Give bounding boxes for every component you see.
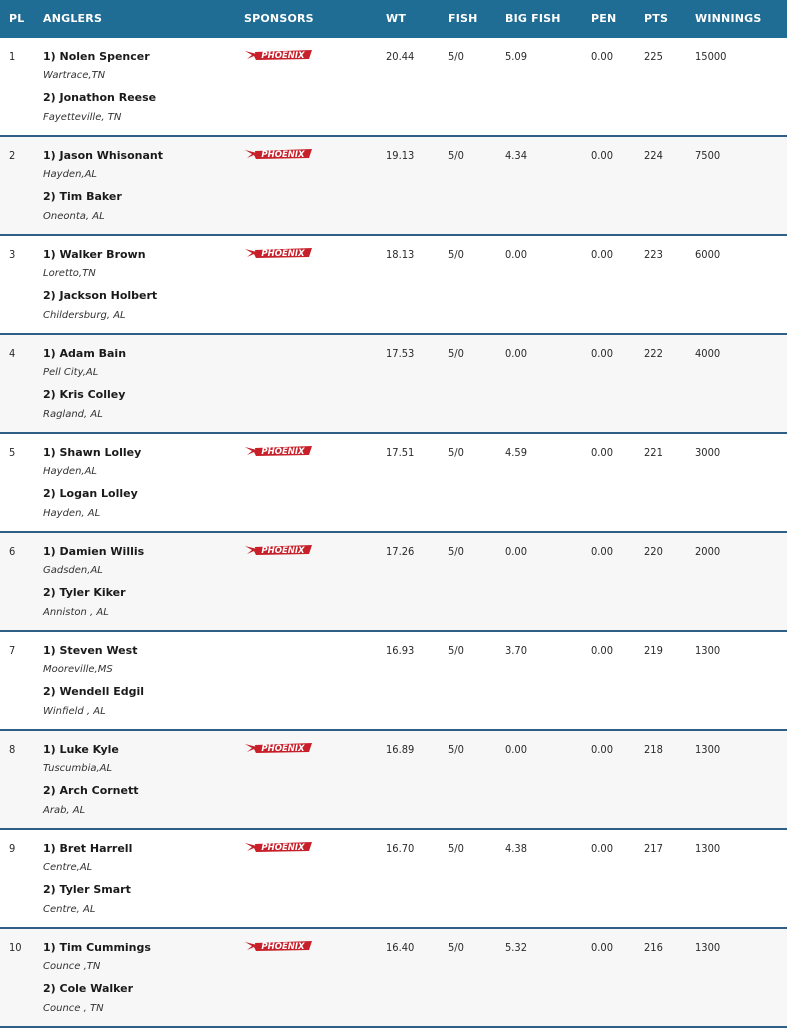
fish-cell: 5/0	[448, 446, 464, 459]
weight-cell: 16.93	[386, 644, 415, 657]
big-fish-cell: 0.00	[505, 545, 528, 558]
header-big-fish[interactable]: BIG FISH	[505, 12, 561, 25]
svg-text:PHOENIX: PHOENIX	[261, 942, 305, 952]
results-table	[0, 38, 787, 1028]
angler-1-name[interactable]: 1) Adam Bain	[43, 347, 127, 360]
angler-1-location: Hayden,AL	[43, 169, 97, 180]
table-row	[0, 137, 787, 236]
winnings-cell: 1300	[695, 842, 721, 855]
table-row	[0, 830, 787, 929]
angler-2-location: Oneonta, AL	[43, 211, 105, 222]
place-cell: 7	[9, 644, 16, 657]
angler-1-name[interactable]: 1) Shawn Lolley	[43, 446, 142, 459]
phoenix-logo-icon[interactable]	[244, 246, 314, 260]
penalty-cell: 0.00	[591, 446, 614, 459]
angler-2-location: Fayetteville, TN	[43, 112, 122, 123]
angler-1-location: Loretto,TN	[43, 268, 96, 279]
winnings-cell: 2000	[695, 545, 721, 558]
place-cell: 6	[9, 545, 16, 558]
angler-2-name[interactable]: 2) Tyler Kiker	[43, 586, 126, 599]
winnings-cell: 15000	[695, 50, 727, 63]
angler-2-name[interactable]: 2) Tim Baker	[43, 190, 122, 203]
angler-2-location: Arab, AL	[43, 805, 86, 816]
angler-1-name[interactable]: 1) Steven West	[43, 644, 138, 657]
place-cell: 3	[9, 248, 16, 261]
big-fish-cell: 5.32	[505, 941, 528, 954]
svg-text:PHOENIX: PHOENIX	[261, 447, 305, 457]
points-cell: 224	[644, 149, 663, 162]
points-cell: 222	[644, 347, 663, 360]
big-fish-cell: 4.59	[505, 446, 528, 459]
angler-2-location: Winfield , AL	[43, 706, 106, 717]
phoenix-logo-icon[interactable]	[244, 48, 314, 62]
place-cell: 2	[9, 149, 16, 162]
winnings-cell: 1300	[695, 941, 721, 954]
angler-2-name[interactable]: 2) Cole Walker	[43, 982, 134, 995]
weight-cell: 18.13	[386, 248, 415, 261]
points-cell: 225	[644, 50, 663, 63]
winnings-cell: 1300	[695, 644, 721, 657]
angler-2-location: Centre, AL	[43, 904, 96, 915]
angler-1-location: Counce ,TN	[43, 961, 101, 972]
winnings-cell: 3000	[695, 446, 721, 459]
angler-2-name[interactable]: 2) Jackson Holbert	[43, 289, 158, 302]
place-cell: 4	[9, 347, 16, 360]
header-winnings[interactable]: WINNINGS	[695, 12, 762, 25]
fish-cell: 5/0	[448, 941, 464, 954]
phoenix-logo-icon[interactable]	[244, 543, 314, 557]
penalty-cell: 0.00	[591, 743, 614, 756]
table-row	[0, 38, 787, 137]
angler-1-name[interactable]: 1) Jason Whisonant	[43, 149, 163, 162]
winnings-cell: 7500	[695, 149, 721, 162]
winnings-cell: 6000	[695, 248, 721, 261]
phoenix-logo-icon[interactable]	[244, 147, 314, 161]
points-cell: 223	[644, 248, 663, 261]
penalty-cell: 0.00	[591, 149, 614, 162]
phoenix-logo-icon[interactable]	[244, 741, 314, 755]
table-row	[0, 929, 787, 1028]
angler-1-location: Tuscumbia,AL	[43, 763, 113, 774]
fish-cell: 5/0	[448, 842, 464, 855]
phoenix-logo-icon[interactable]	[244, 840, 314, 854]
table-row	[0, 632, 787, 731]
penalty-cell: 0.00	[591, 644, 614, 657]
table-row	[0, 731, 787, 830]
svg-text:PHOENIX: PHOENIX	[261, 843, 305, 853]
weight-cell: 17.26	[386, 545, 415, 558]
angler-2-name[interactable]: 2) Jonathon Reese	[43, 91, 157, 104]
angler-1-location: Gadsden,AL	[43, 565, 103, 576]
angler-1-name[interactable]: 1) Luke Kyle	[43, 743, 119, 756]
winnings-cell: 4000	[695, 347, 721, 360]
big-fish-cell: 0.00	[505, 347, 528, 360]
points-cell: 220	[644, 545, 663, 558]
angler-2-location: Hayden, AL	[43, 508, 101, 519]
svg-text:PHOENIX: PHOENIX	[261, 150, 305, 160]
points-cell: 221	[644, 446, 663, 459]
penalty-cell: 0.00	[591, 50, 614, 63]
fish-cell: 5/0	[448, 347, 464, 360]
fish-cell: 5/0	[448, 149, 464, 162]
penalty-cell: 0.00	[591, 941, 614, 954]
angler-2-location: Counce , TN	[43, 1003, 104, 1014]
angler-2-name[interactable]: 2) Arch Cornett	[43, 784, 139, 797]
big-fish-cell: 4.38	[505, 842, 528, 855]
penalty-cell: 0.00	[591, 248, 614, 261]
header-wt[interactable]: WT	[386, 12, 407, 25]
header-pen[interactable]: PEN	[591, 12, 617, 25]
angler-1-location: Pell City,AL	[43, 367, 99, 378]
place-cell: 10	[9, 941, 22, 954]
svg-text:PHOENIX: PHOENIX	[261, 51, 305, 61]
phoenix-logo-icon[interactable]	[244, 939, 314, 953]
angler-2-location: Anniston , AL	[43, 607, 109, 618]
points-cell: 218	[644, 743, 663, 756]
weight-cell: 19.13	[386, 149, 415, 162]
place-cell: 1	[9, 50, 16, 63]
weight-cell: 16.89	[386, 743, 415, 756]
angler-1-location: Hayden,AL	[43, 466, 97, 477]
angler-1-name[interactable]: 1) Nolen Spencer	[43, 50, 150, 63]
penalty-cell: 0.00	[591, 347, 614, 360]
angler-1-name[interactable]: 1) Tim Cummings	[43, 941, 151, 954]
table-row	[0, 434, 787, 533]
angler-2-name[interactable]: 2) Wendell Edgil	[43, 685, 145, 698]
winnings-cell: 1300	[695, 743, 721, 756]
fish-cell: 5/0	[448, 50, 464, 63]
penalty-cell: 0.00	[591, 545, 614, 558]
big-fish-cell: 3.70	[505, 644, 528, 657]
angler-1-location: Mooreville,MS	[43, 664, 113, 675]
header-pl[interactable]: PL	[9, 12, 25, 25]
big-fish-cell: 4.34	[505, 149, 528, 162]
weight-cell: 17.51	[386, 446, 415, 459]
fish-cell: 5/0	[448, 545, 464, 558]
place-cell: 9	[9, 842, 16, 855]
angler-2-location: Ragland, AL	[43, 409, 103, 420]
big-fish-cell: 0.00	[505, 743, 528, 756]
big-fish-cell: 5.09	[505, 50, 528, 63]
place-cell: 8	[9, 743, 16, 756]
header-fish[interactable]: FISH	[448, 12, 478, 25]
table-row	[0, 335, 787, 434]
fish-cell: 5/0	[448, 743, 464, 756]
phoenix-logo-icon[interactable]	[244, 444, 314, 458]
points-cell: 217	[644, 842, 663, 855]
angler-1-location: Wartrace,TN	[43, 70, 106, 81]
big-fish-cell: 0.00	[505, 248, 528, 261]
weight-cell: 20.44	[386, 50, 415, 63]
points-cell: 216	[644, 941, 663, 954]
angler-1-location: Centre,AL	[43, 862, 93, 873]
header-pts[interactable]: PTS	[644, 12, 669, 25]
table-header	[0, 0, 787, 38]
header-anglers[interactable]: ANGLERS	[43, 12, 103, 25]
weight-cell: 16.70	[386, 842, 415, 855]
svg-text:PHOENIX: PHOENIX	[261, 546, 305, 556]
fish-cell: 5/0	[448, 644, 464, 657]
weight-cell: 17.53	[386, 347, 415, 360]
penalty-cell: 0.00	[591, 842, 614, 855]
angler-2-name[interactable]: 2) Kris Colley	[43, 388, 126, 401]
place-cell: 5	[9, 446, 16, 459]
header-sponsors[interactable]: SPONSORS	[244, 12, 314, 25]
svg-text:PHOENIX: PHOENIX	[261, 249, 305, 259]
angler-2-name[interactable]: 2) Tyler Smart	[43, 883, 131, 896]
weight-cell: 16.40	[386, 941, 415, 954]
points-cell: 219	[644, 644, 663, 657]
angler-1-name[interactable]: 1) Damien Willis	[43, 545, 145, 558]
angler-2-name[interactable]: 2) Logan Lolley	[43, 487, 138, 500]
angler-2-location: Childersburg, AL	[43, 310, 126, 321]
angler-1-name[interactable]: 1) Walker Brown	[43, 248, 146, 261]
angler-1-name[interactable]: 1) Bret Harrell	[43, 842, 133, 855]
table-row	[0, 236, 787, 335]
table-row	[0, 533, 787, 632]
svg-text:PHOENIX: PHOENIX	[261, 744, 305, 754]
fish-cell: 5/0	[448, 248, 464, 261]
